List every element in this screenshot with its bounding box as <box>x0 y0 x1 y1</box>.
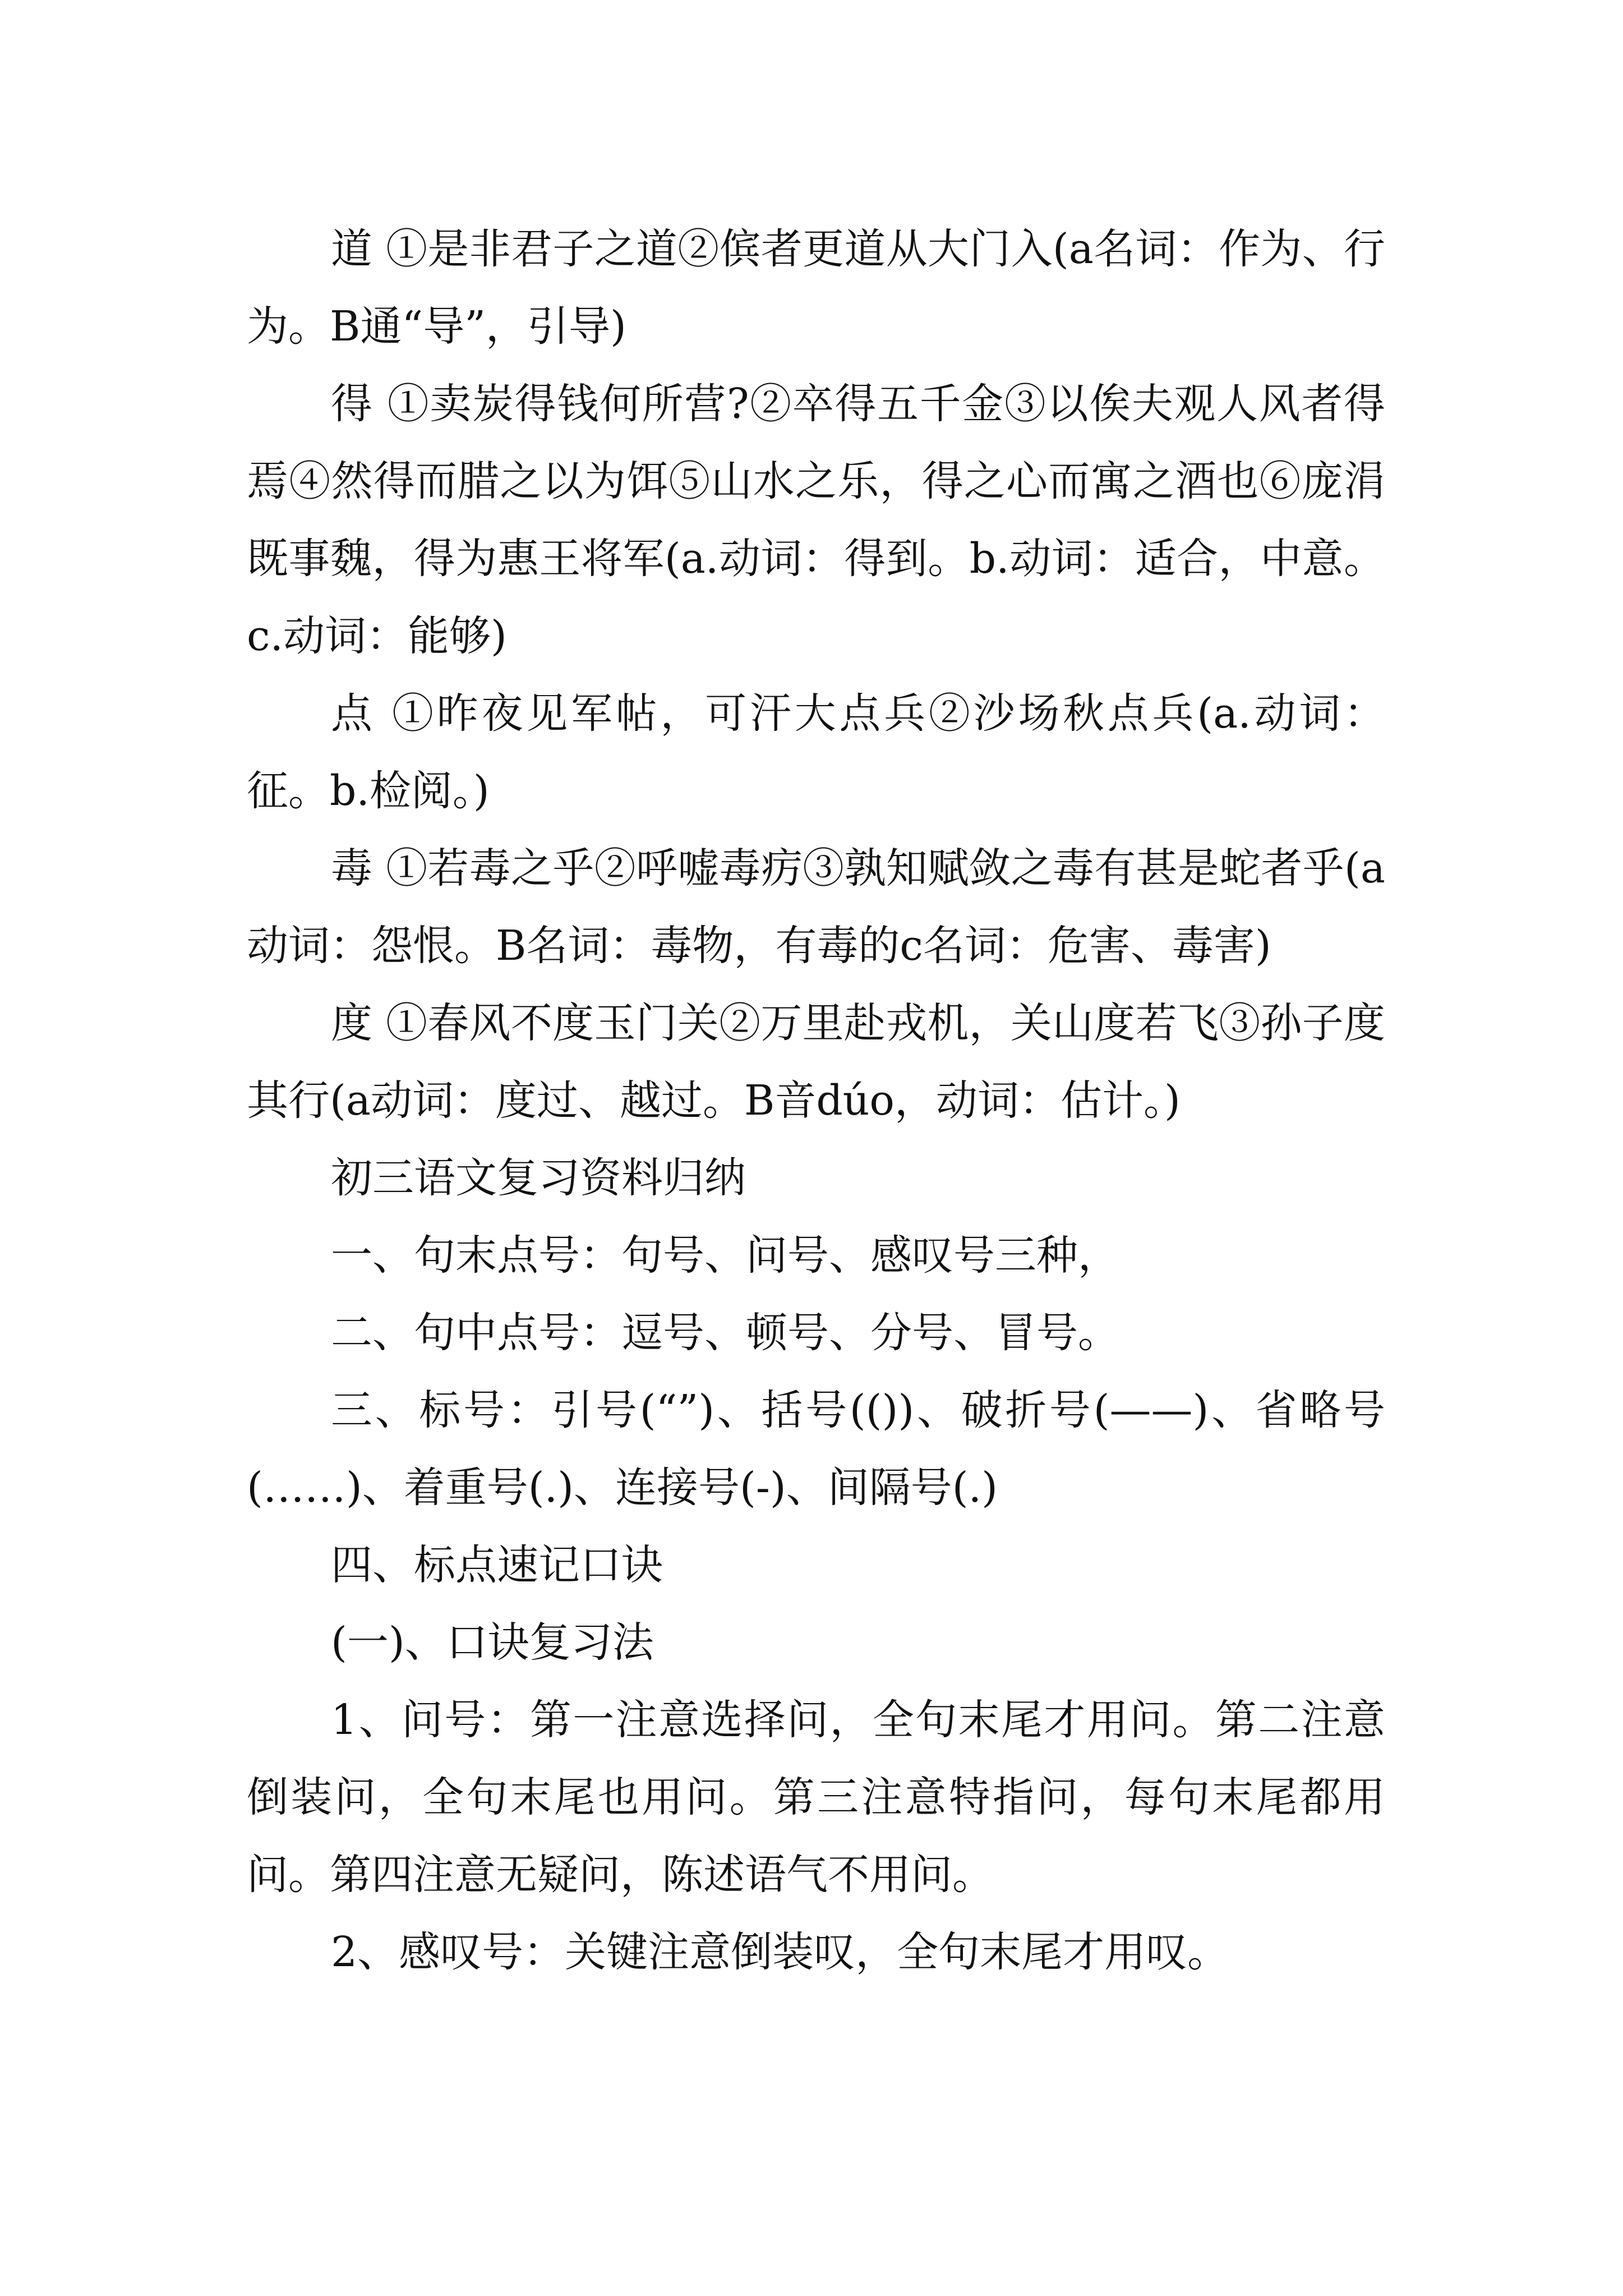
rule-exclamation-mark: 2、感叹号：关键注意倒装叹，全句末尾才用叹。 <box>331 1928 1229 1976</box>
item-sentence-mid-marks: 二、句中点号：逗号、顿号、分号、冒号。 <box>331 1309 1119 1357</box>
item-marker-symbols: 三、标号：引号(“”)、括号(())、破折号(——)、省略号(……)、着重号(.)、连接号(-)、间隔号(.) <box>247 1386 1385 1512</box>
subsection-heading: (一)、口诀复习法 <box>331 1618 654 1667</box>
document-page <box>247 210 1385 1991</box>
rule-question-mark: 1、问号：第一注意选择问，全句末尾才用问。第二注意倒装问，全句末尾也用问。第三注意特指问，每句末尾都用问。第四注意无疑问，陈述语气不用问。 <box>247 1696 1385 1899</box>
section-title: 初三语文复习资料归纳 <box>331 1154 746 1202</box>
entry-dian: 点 ①昨夜见军帖，可汗大点兵②沙场秋点兵(a.动词：征。b.检阅。) <box>247 689 1385 815</box>
item-sentence-end-marks: 一、句末点号：句号、问号、感叹号三种， <box>331 1231 1119 1280</box>
entry-du-pass: 度 ①春风不度玉门关②万里赴戎机，关山度若飞③孙子度其行(a动词：度过、越过。B音dúo，动词：估计。) <box>247 999 1385 1125</box>
item-mnemonic-heading: 四、标点速记口诀 <box>331 1541 663 1589</box>
entry-dao: 道 ①是非君子之道②傧者更道从大门入(a名词：作为、行为。B通“导”，引导) <box>247 225 1385 351</box>
entry-de: 得 ①卖炭得钱何所营?②卒得五千金③以俟夫观人风者得焉④然得而腊之以为饵⑤山水之乐，得之心而寓之酒也⑥庞涓既事魏，得为惠王将军(a.动词：得到。b.动词：适合，中意。c.动词：能够) <box>247 380 1385 660</box>
entry-du-poison: 毒 ①若毒之乎②呼嘘毒疠③孰知赋敛之毒有甚是蛇者乎(a动词：怨恨。B名词：毒物，有毒的c名词：危害、毒害) <box>247 844 1385 970</box>
